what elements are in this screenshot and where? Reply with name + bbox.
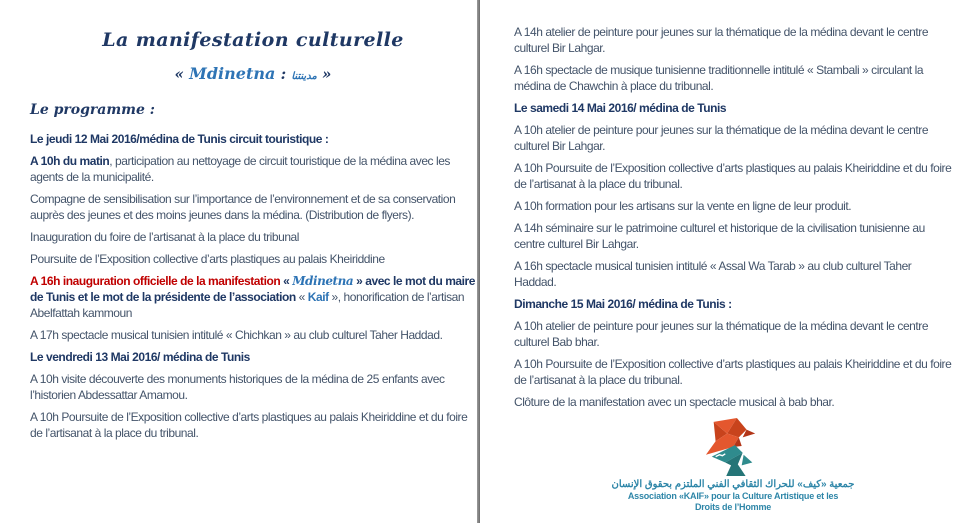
text-run: » [328,290,338,304]
program-paragraph [514,318,952,350]
text-run: Clôture de la manifestation avec un spectacle musical à bab bhar. [514,395,835,409]
program-paragraph [30,229,476,245]
text-run: Le vendredi 13 Mai 2016/ médina de Tunis [30,350,250,364]
left-column [30,26,476,447]
logo-french-name-line2: Droits de l’Homme [694,502,772,512]
program-paragraph [514,296,952,312]
program-paragraph [30,371,476,403]
page-title: La manifestation culturelle [102,29,404,51]
text-run: A 10h visite découverte des monuments historiques de la médina de 25 enfants avec l’historien Abdessattar Amamou. [30,372,445,402]
text-run: Dimanche 15 Mai 2016/ médina de Tunis : [514,297,732,311]
text-run: avec le mot du maire de Tunis et le mot de la présidente de l’association [30,274,475,304]
text-run: A 17h spectacle musical tunisien intitulé « Chichkan » au club culturel Taher Haddad. [30,328,443,342]
program-paragraph [514,62,952,94]
text-run: A 10h formation pour les artisans sur la vente en ligne de leur produit. [514,199,852,213]
text-run: « [283,274,293,288]
text-run: A 10h du matin [30,154,110,168]
text-run: : [275,65,292,83]
text-run: , honorification de l’artisan Abelfattah kammoun [30,290,465,320]
text-run: Le samedi 14 Mai 2016/ médina de Tunis [514,101,727,115]
program-paragraph [30,349,476,365]
program-paragraph [514,258,952,290]
text-run: Kaif [307,290,329,304]
program-paragraph [30,191,476,223]
text-run: A 10h atelier de peinture pour jeunes sur la thématique de la médina devant le centre culturel Bab bhar. [514,319,929,349]
text-run: A 10h Poursuite de l’Exposition collective d’arts plastiques au palais Kheiriddine et du foire de l’artisanat à la place du tribunal. [514,357,952,387]
logo-arabic-name: جمعية «كيف» للحراك الثقافي الفني الملتزم بحقوق الإنسان [611,479,855,490]
text-run: Mdinetna [292,274,354,288]
text-run: A 16h inauguration officielle de la manifestation [30,274,284,288]
text-run: Mdinetna [189,64,276,83]
text-run: مدينتنا [291,71,317,82]
text-run: , participation au nettoyage de circuit touristique de la médina avec les agents de la municipalité. [30,154,450,184]
text-run: A 14h atelier de peinture pour jeunes sur la thématique de la médina devant le centre culturel Bir Lahgar. [514,25,929,55]
text-run: Le jeudi 12 Mai 2016/médina de Tunis circuit touristique : [30,132,329,146]
right-column [514,24,952,513]
program-paragraph [514,160,952,192]
program-paragraph [30,251,476,267]
column-divider [477,0,480,523]
programme-label: Le programme : [30,102,155,118]
text-run: » [316,65,332,83]
program-paragraph [514,100,952,116]
logo-french-name-line1: Association «KAIF» pour la Culture Artistique et les [627,491,839,501]
page-subtitle [30,64,476,87]
program-paragraph [30,131,476,147]
program-paragraph [514,220,952,252]
program-paragraph [514,24,952,56]
text-run: « [298,290,308,304]
text-run: A 16h spectacle de musique tunisienne traditionnelle intitulé « Stambali » circulant la médina de Chawchin à place du tribunal. [514,63,924,93]
right-column-paragraphs [514,24,952,410]
text-run: A 10h Poursuite de l’Exposition collective d’arts plastiques au palais Kheiriddine et du foire de l’artisanat à la place du tribunal. [30,410,468,440]
program-paragraph [30,153,476,185]
program-paragraph [514,122,952,154]
kaif-association-logo [514,416,952,513]
text-run: A 10h atelier de peinture pour jeunes sur la thématique de la médina devant le centre culturel Bir Lahgar. [514,123,929,153]
program-paragraph [514,356,952,388]
text-run: Poursuite de l’Exposition collective d’arts plastiques au palais Kheiriddine [30,252,385,266]
left-column-paragraphs [30,131,476,441]
text-run: A 14h séminaire sur le patrimoine culturel et historique de la civilisation tunisienne au centre culturel Bir Lahgar. [514,221,925,251]
program-paragraph [30,409,476,441]
text-run: « [174,65,190,83]
text-run: Compagne de sensibilisation sur l’importance de l’environnement et de sa conservation auprès des jeunes et des moins jeunes dans la médina. (Distribution de flyers). [30,192,456,222]
program-paragraph [514,198,952,214]
text-run: A 16h spectacle musical tunisien intitulé « Assal Wa Tarab » au club culturel Taher Haddad. [514,259,912,289]
text-run: » [353,274,363,288]
text-run: Inauguration du foire de l’artisanat à la place du tribunal [30,230,299,244]
program-paragraph [30,327,476,343]
text-run: A 10h Poursuite de l’Exposition collective d’arts plastiques au palais Kheiriddine et du foire de l’artisanat à la place du tribunal. [514,161,952,191]
program-paragraph [514,394,952,410]
origami-bird-icon [704,416,762,478]
program-paragraph [30,273,476,321]
